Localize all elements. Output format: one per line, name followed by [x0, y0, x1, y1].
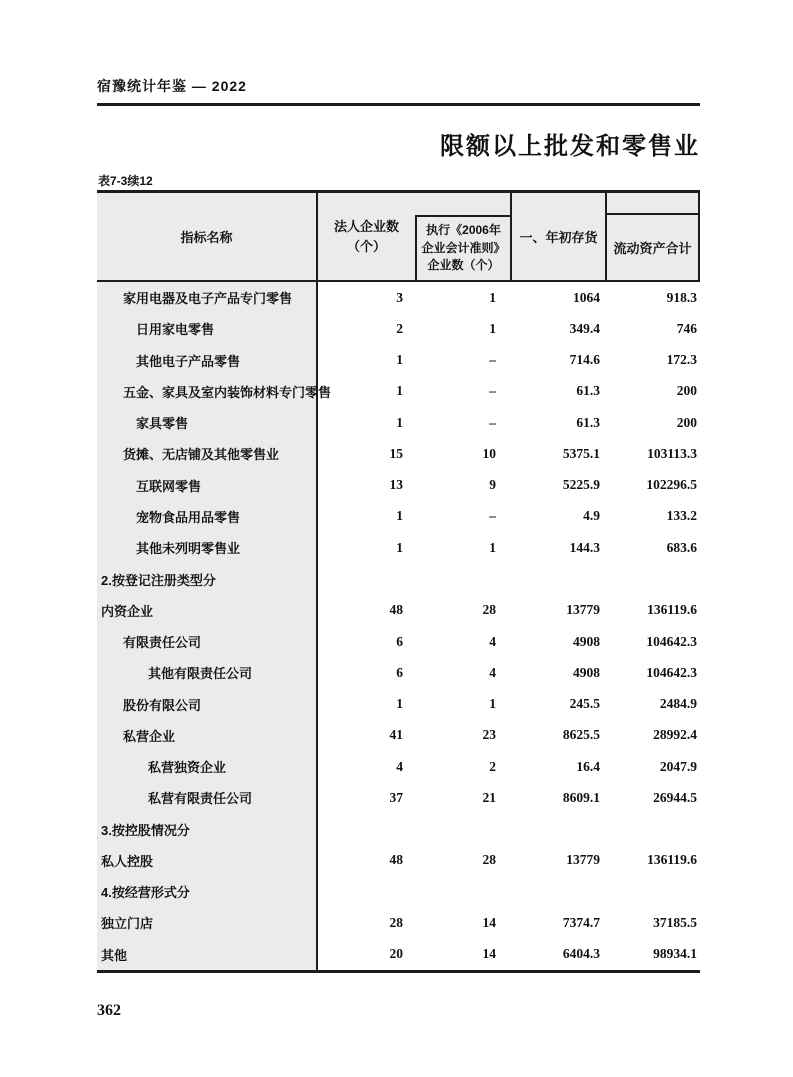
row-value: [415, 563, 510, 594]
table-row: [97, 407, 700, 438]
header-indicator-name: 指标名称: [97, 193, 318, 280]
row-value: 48: [389, 852, 403, 868]
row-indicator-label: 股份有限公司: [97, 688, 318, 719]
row-value: 15: [389, 445, 403, 461]
row-value: 2: [396, 320, 403, 336]
row-value: 6: [396, 633, 403, 649]
page-title: 限额以上批发和零售业: [440, 133, 700, 160]
row-value: –: [489, 508, 496, 524]
row-value: 5375.1: [562, 445, 600, 461]
row-value: 61.3: [576, 414, 600, 430]
row-indicator-label: 内资企业: [97, 595, 318, 626]
table-row: [97, 751, 700, 782]
row-value: –: [489, 352, 496, 368]
page-number: 362: [97, 1002, 121, 1019]
row-value: 28: [389, 914, 403, 930]
row-value: 98934.1: [653, 946, 697, 962]
row-value: 2484.9: [659, 696, 697, 712]
row-value: 144.3: [569, 539, 600, 555]
row-value: 1: [489, 539, 496, 555]
row-indicator-label: 私营有限责任公司: [97, 782, 318, 813]
row-value: 136119.6: [647, 852, 697, 868]
table-row: [97, 814, 700, 845]
row-value: 1064: [573, 289, 600, 305]
table-label: 表7-3续12: [98, 174, 153, 188]
row-indicator-label: 有限责任公司: [97, 626, 318, 657]
table-row: [97, 345, 700, 376]
row-value: 1: [396, 414, 403, 430]
row-indicator-label: 宠物食品用品零售: [97, 501, 318, 532]
row-value: 746: [676, 320, 697, 336]
table-body: [97, 282, 700, 973]
row-value: 4.9: [583, 508, 600, 524]
table-row: [97, 438, 700, 469]
row-value: 4908: [573, 633, 600, 649]
row-indicator-label: 日用家电零售: [97, 313, 318, 344]
table-row: [97, 657, 700, 688]
row-indicator-label: 私人控股: [97, 845, 318, 876]
row-value: 13779: [566, 602, 600, 618]
row-value: 28: [482, 852, 496, 868]
row-value: 6: [396, 664, 403, 680]
table-row: [97, 688, 700, 719]
row-value: 5225.9: [562, 477, 600, 493]
row-value: [605, 563, 700, 594]
row-indicator-label: 3.按控股情况分: [97, 814, 318, 845]
row-indicator-label: 独立门店: [97, 907, 318, 938]
table-row: [97, 720, 700, 751]
row-value: 48: [389, 602, 403, 618]
row-value: [605, 876, 700, 907]
row-indicator-label: 互联网零售: [97, 470, 318, 501]
yearbook-header-text: 宿豫统计年鉴 — 2022: [97, 78, 247, 94]
header-current-assets-total: 流动资产合计: [613, 241, 692, 256]
row-value: 1: [489, 696, 496, 712]
row-value: 133.2: [666, 508, 697, 524]
row-value: [318, 876, 415, 907]
table-row: [97, 939, 700, 970]
header-legal-entity-count-line2: （个）: [346, 238, 386, 254]
row-value: 1: [396, 696, 403, 712]
table-row: [97, 470, 700, 501]
row-value: 683.6: [666, 539, 697, 555]
table-header-row: [97, 190, 700, 282]
row-value: [510, 876, 605, 907]
row-value: 103113.3: [647, 445, 697, 461]
row-value: [415, 876, 510, 907]
row-value: [605, 814, 700, 845]
row-indicator-label: 私营企业: [97, 720, 318, 751]
row-indicator-label: 五金、家具及室内装饰材料专门零售: [97, 376, 318, 407]
row-value: 200: [676, 383, 697, 399]
header-current-assets-group: [605, 193, 700, 280]
table-row: [97, 376, 700, 407]
row-value: 8625.5: [562, 727, 600, 743]
row-value: 37: [389, 789, 403, 805]
row-value: 3: [396, 289, 403, 305]
row-value: 7374.7: [562, 914, 600, 930]
row-value: [415, 814, 510, 845]
table-row: [97, 282, 700, 313]
row-value: 1: [489, 320, 496, 336]
row-value: 1: [396, 352, 403, 368]
row-value: 26944.5: [653, 789, 697, 805]
row-value: 102296.5: [646, 477, 697, 493]
row-indicator-label: 其他: [97, 939, 318, 970]
row-value: 918.3: [666, 289, 697, 305]
row-value: 4908: [573, 664, 600, 680]
row-value: 14: [482, 914, 496, 930]
row-indicator-label: 货摊、无店铺及其他零售业: [97, 438, 318, 469]
row-value: 13: [389, 477, 403, 493]
header-current-assets-spacer: [607, 193, 698, 215]
row-value: 16.4: [576, 758, 600, 774]
row-value: 2: [489, 758, 496, 774]
row-value: 714.6: [569, 352, 600, 368]
table-row: [97, 532, 700, 563]
row-value: 4: [396, 758, 403, 774]
row-indicator-label: 家用电器及电子产品专门零售: [97, 282, 318, 313]
row-value: 1: [396, 539, 403, 555]
table-row: [97, 626, 700, 657]
header-accounting-standard-line2: 企业会计准则》: [421, 240, 506, 255]
row-value: 61.3: [576, 383, 600, 399]
header-accounting-standard-line3: 企业数（个）: [427, 258, 500, 273]
table-row: [97, 563, 700, 594]
row-indicator-label: 家具零售: [97, 407, 318, 438]
row-value: 28992.4: [653, 727, 697, 743]
row-indicator-label: 4.按经营形式分: [97, 876, 318, 907]
header-beginning-inventory: 一、年初存货: [510, 193, 605, 280]
row-value: 9: [489, 477, 496, 493]
header-legal-entity-count: [318, 193, 415, 280]
row-value: 37185.5: [653, 914, 697, 930]
table-row: [97, 907, 700, 938]
row-value: 6404.3: [562, 946, 600, 962]
row-value: 20: [389, 946, 403, 962]
header-accounting-standard-count: [415, 215, 510, 280]
statistics-table: [97, 190, 700, 973]
row-value: 136119.6: [647, 602, 697, 618]
table-row: [97, 501, 700, 532]
row-value: 104642.3: [646, 664, 697, 680]
yearbook-header: [97, 76, 700, 106]
row-value: 349.4: [569, 320, 600, 336]
row-value: 28: [482, 602, 496, 618]
row-indicator-label: 2.按登记注册类型分: [97, 563, 318, 594]
header-legal-entity-count-line1: 法人企业数: [333, 219, 399, 234]
row-value: 1: [489, 289, 496, 305]
row-value: [318, 814, 415, 845]
row-value: 1: [396, 383, 403, 399]
row-value: 21: [482, 789, 496, 805]
table-row: [97, 313, 700, 344]
row-value: 172.3: [666, 352, 697, 368]
row-indicator-label: 其他未列明零售业: [97, 532, 318, 563]
row-value: 245.5: [569, 696, 600, 712]
table-row: [97, 845, 700, 876]
row-value: 10: [482, 445, 496, 461]
table-row: [97, 782, 700, 813]
row-value: 4: [489, 633, 496, 649]
row-value: [510, 563, 605, 594]
row-value: –: [489, 383, 496, 399]
row-value: 1: [396, 508, 403, 524]
header-accounting-standard-line1: 执行《2006年: [426, 223, 501, 238]
row-value: [318, 563, 415, 594]
table-row: [97, 876, 700, 907]
row-value: [510, 814, 605, 845]
row-value: 8609.1: [562, 789, 600, 805]
row-value: 23: [482, 727, 496, 743]
row-value: –: [489, 414, 496, 430]
row-indicator-label: 私营独资企业: [97, 751, 318, 782]
row-value: 2047.9: [659, 758, 697, 774]
row-indicator-label: 其他电子产品零售: [97, 345, 318, 376]
row-indicator-label: 其他有限责任公司: [97, 657, 318, 688]
row-value: 13779: [566, 852, 600, 868]
row-value: 14: [482, 946, 496, 962]
row-value: 104642.3: [646, 633, 697, 649]
row-value: 200: [676, 414, 697, 430]
row-value: 4: [489, 664, 496, 680]
table-row: [97, 595, 700, 626]
row-value: 41: [389, 727, 403, 743]
